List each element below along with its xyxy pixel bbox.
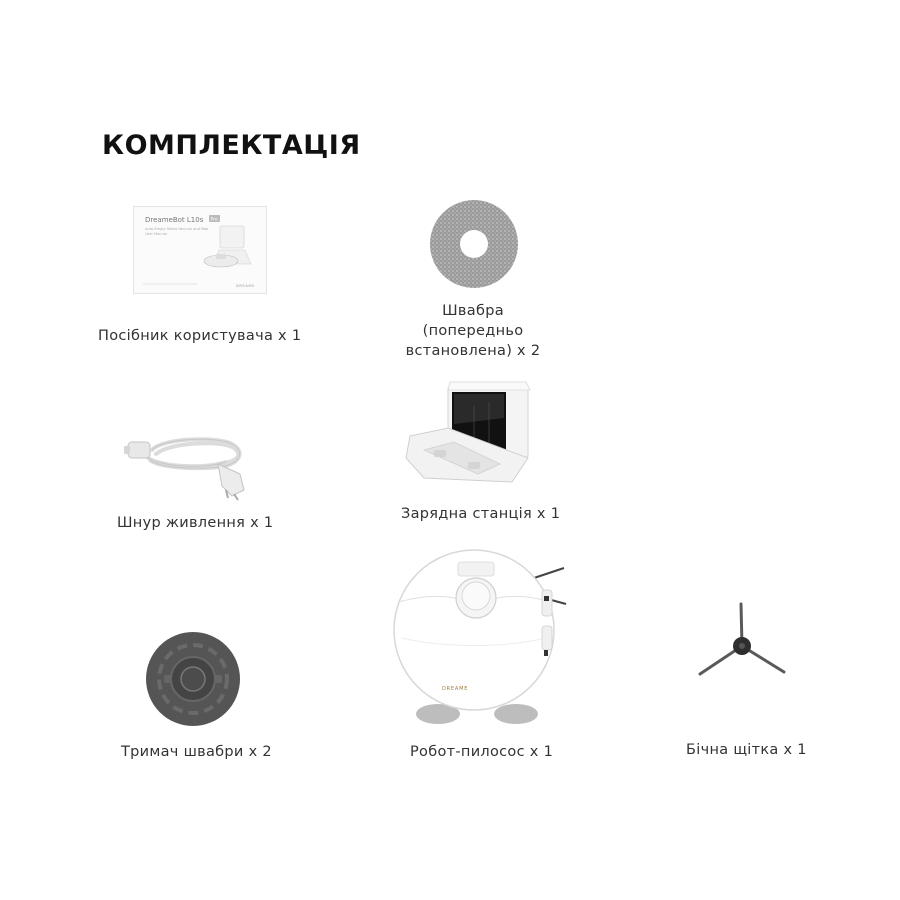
mop-pad-icon bbox=[428, 198, 520, 290]
power-cord-label: Шнур живлення х 1 bbox=[117, 515, 274, 531]
side-brush-label: Бічна щітка х 1 bbox=[686, 742, 807, 758]
manual-subtitle-1: Auto-Empty Robot Vacuum and Mop bbox=[145, 227, 209, 231]
mop-label-line-3: встановлена) х 2 bbox=[405, 343, 541, 359]
mop-holder-label: Тримач швабри х 2 bbox=[121, 744, 272, 760]
robot-logo: DREAME bbox=[442, 686, 469, 692]
power-cord-icon bbox=[122, 412, 262, 502]
manual-logo: DREAME bbox=[236, 284, 255, 288]
charging-station-icon bbox=[404, 378, 538, 490]
manual-subtitle-2: User Manual bbox=[145, 232, 167, 236]
side-brush-icon bbox=[694, 600, 790, 684]
mop-label-line-2: (попередньо bbox=[422, 323, 524, 339]
page-title: КОМПЛЕКТАЦІЯ bbox=[102, 130, 361, 161]
charging-station-label: Зарядна станція х 1 bbox=[401, 506, 561, 522]
manual-brand-title: DreameBot L10s bbox=[145, 216, 204, 224]
mop-label-line-1: Швабра bbox=[442, 303, 504, 319]
mop-label bbox=[398, 301, 548, 361]
manual-badge: Pro bbox=[210, 217, 218, 223]
robot-vacuum-label: Робот-пилосос х 1 bbox=[410, 744, 554, 760]
user-manual-label: Посібник користувача х 1 bbox=[98, 328, 302, 344]
user-manual-icon bbox=[133, 206, 267, 294]
robot-vacuum-icon bbox=[384, 538, 568, 728]
mop-holder-icon bbox=[144, 630, 242, 728]
